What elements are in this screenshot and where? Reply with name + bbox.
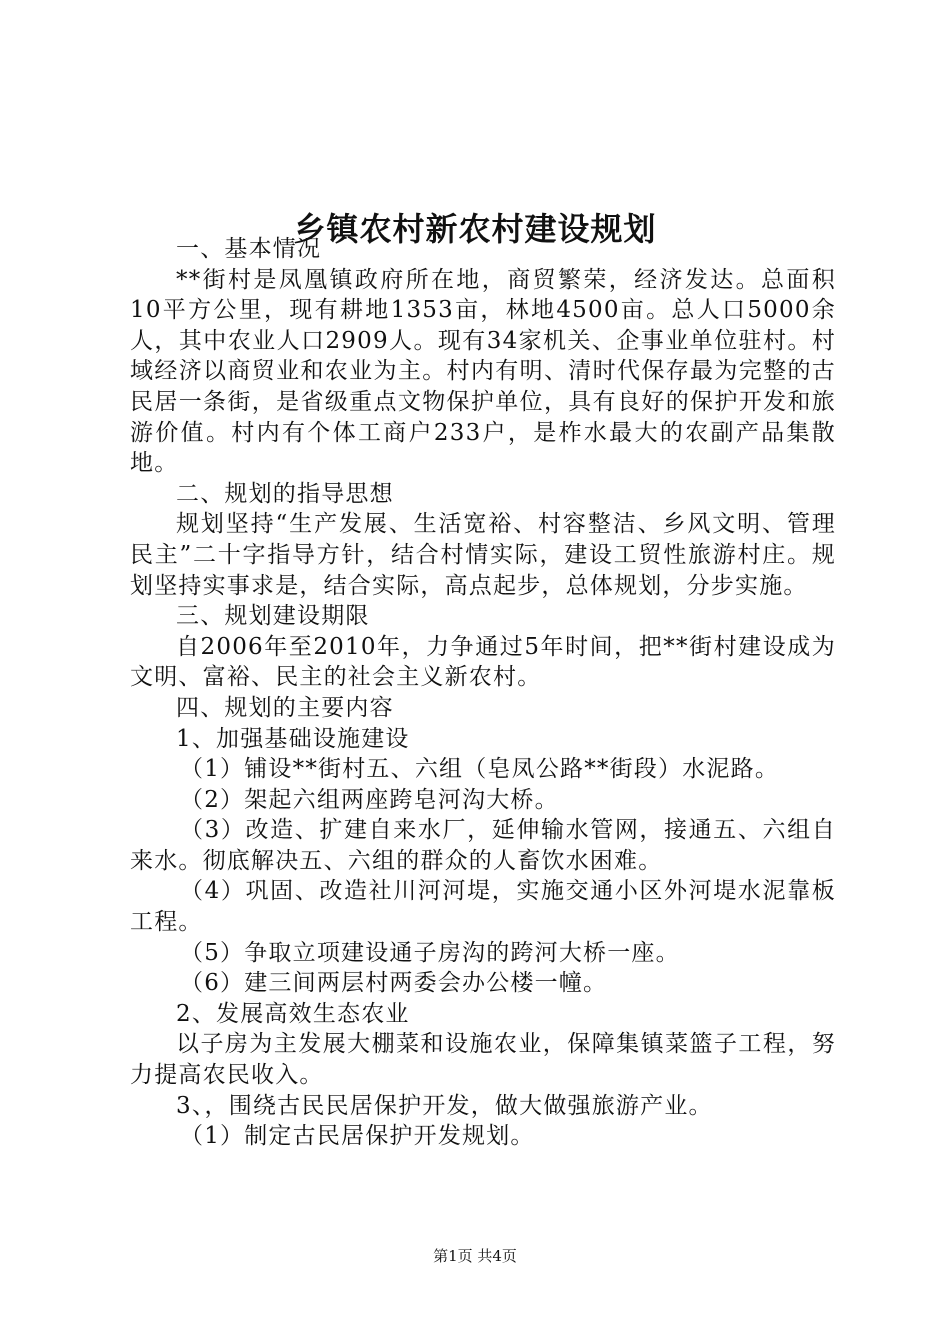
subheading-tourism: 3、，围绕古民民居保护开发，做大做强旅游产业。	[176, 1092, 713, 1119]
page-footer: 第1页 共4页	[433, 1247, 517, 1265]
section-heading-guiding-thought: 二、规划的指导思想	[176, 480, 394, 507]
list-item: （5）争取立项建设通子房沟的跨河大桥一座。	[180, 939, 680, 966]
section-heading-main-content: 四、规划的主要内容	[176, 694, 394, 721]
list-item: （2）架起六组两座跨皂河沟大桥。	[180, 786, 559, 813]
list-item: （3）改造、扩建自来水厂，延伸输水管网，接通五、六组自来水。彻底解决五、六组的群众的人畜饮水困难。	[130, 817, 836, 874]
document-body	[130, 234, 836, 1152]
paragraph-guiding-thought: 规划坚持“生产发展、生活宽裕、村容整洁、乡风文明、管理民主”二十字指导方针，结合村情实际，建设工贸性旅游村庄。规划坚持实事求是，结合实际，高点起步，总体规划，分步实施。	[130, 511, 836, 599]
list-item: （1）铺设**街村五、六组（皂凤公路**街段）水泥路。	[180, 756, 780, 783]
paragraph-basic-info: **街村是凤凰镇政府所在地，商贸繁荣，经济发达。总面积10平方公里，现有耕地1353亩，林地4500亩。总人口5000余人，其中农业人口2909人。现有34家机关、企事业单位驻村。村域经济以商贸业和农业为主。村内有明、清时代保存最为完整的古民居一条街，是省级重点文物保护单位，具有良好的保护开发和旅游价值。村内有个体工商户233户，是柞水最大的农副产品集散地。	[130, 266, 836, 477]
paragraph-agriculture: 以子房为主发展大棚菜和设施农业，保障集镇菜篮子工程，努力提高农民收入。	[130, 1031, 836, 1089]
list-item: （4）巩固、改造社川河河堤，实施交通小区外河堤水泥靠板工程。	[130, 878, 836, 936]
section-heading-basic-info: 一、基本情况	[176, 236, 322, 262]
list-item: （1）制定古民居保护开发规划。	[180, 1123, 535, 1150]
subheading-infrastructure: 1、加强基础设施建设	[176, 725, 410, 752]
section-heading-period: 三、规划建设期限	[176, 603, 370, 630]
subheading-agriculture: 2、发展高效生态农业	[176, 1000, 410, 1027]
paragraph-period: 自2006年至2010年，力争通过5年时间，把**街村建设成为文明、富裕、民主的社会主义新农村。	[130, 633, 836, 691]
list-item: （6）建三间两层村两委会办公楼一幢。	[180, 970, 608, 997]
page-title: 乡镇农村新农村建设规划	[293, 210, 657, 249]
